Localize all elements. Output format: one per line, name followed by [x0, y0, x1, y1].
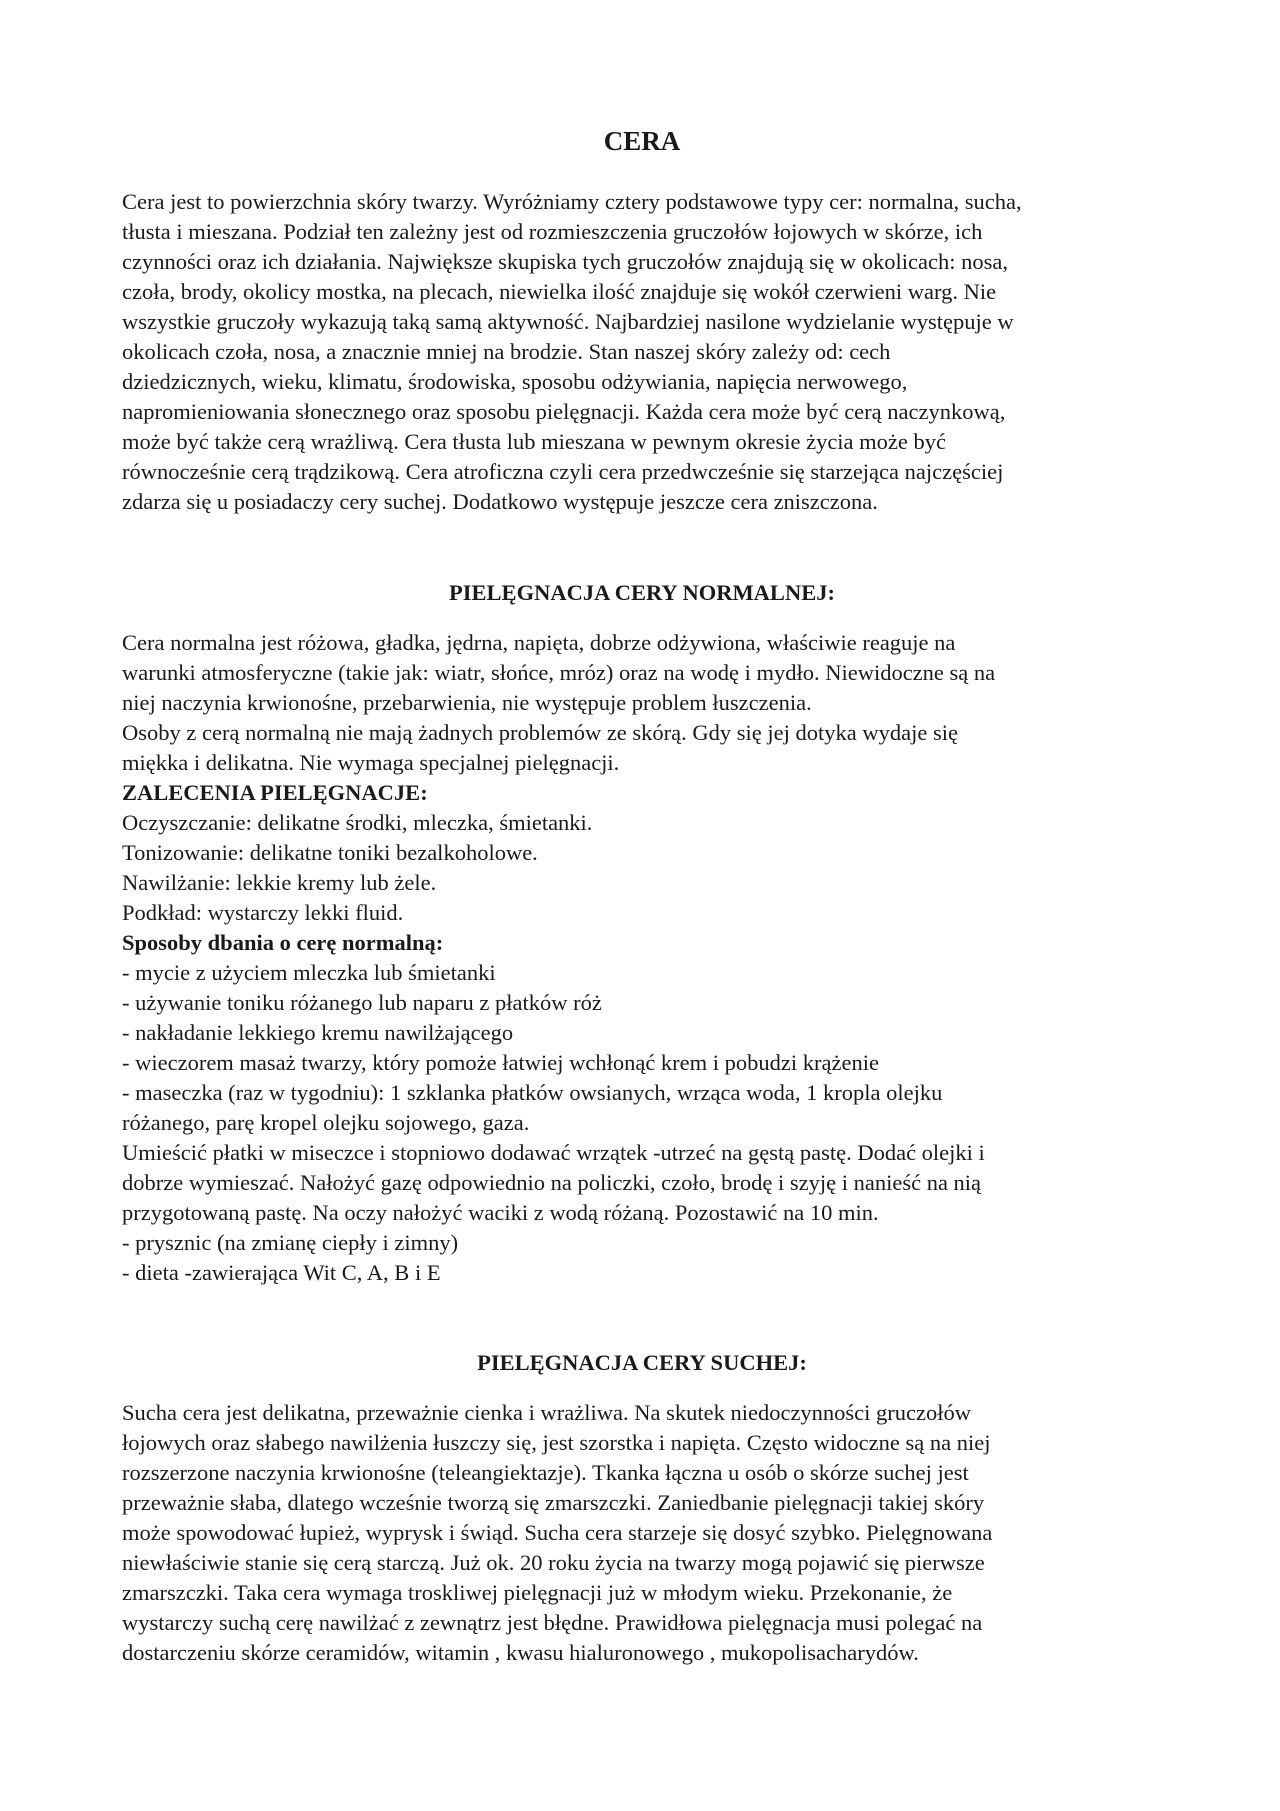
intro-line: czoła, brody, okolicy mostka, na plecach, niewielka ilość znajduje się wokół czerwieni warg. Nie: [122, 279, 997, 304]
intro-line: okolicach czoła, nosa, a znacznie mniej na brodzie. Stan naszej skóry zależy od: cech: [122, 339, 891, 364]
method-item: dobrze wymieszać. Nałożyć gazę odpowiednio na policzki, czoło, brodę i szyję i nanieść na nią: [122, 1170, 982, 1195]
method-item: różanego, parę kropel olejku sojowego, gaza.: [122, 1110, 530, 1135]
intro-line: wszystkie gruczoły wykazują taką samą aktywność. Najbardziej nasilone wydzielanie występuje w: [122, 309, 1014, 334]
recommendation-item: Tonizowanie: delikatne toniki bezalkoholowe.: [122, 840, 538, 865]
intro-line: Cera jest to powierzchnia skóry twarzy. Wyróżniamy cztery podstawowe typy cer: normalna, sucha,: [122, 189, 1022, 214]
page-title: CERA: [603, 126, 681, 156]
normal-description-line: miękka i delikatna. Nie wymaga specjalnej pielęgnacji.: [122, 750, 620, 775]
dry-line: przeważnie słaba, dlatego wcześnie tworzą się zmarszczki. Zaniedbanie pielęgnacji takiej skóry: [122, 1490, 985, 1515]
dry-line: może spowodować łupież, wyprysk i świąd. Sucha cera starzeje się dosyć szybko. Pielęgnowana: [122, 1520, 993, 1545]
intro-line: czynności oraz ich działania. Największe skupiska tych gruczołów znajdują się w okolicach: nosa,: [122, 249, 1008, 274]
intro-line: równocześnie cerą trądzikową. Cera atroficzna czyli cera przedwcześnie się starzejąca najczęściej: [122, 459, 1004, 484]
recommendations-heading: ZALECENIA PIELĘGNACJE:: [122, 780, 428, 805]
intro-line: tłusta i mieszana. Podział ten zależny jest od rozmieszczenia gruczołów łojowych w skórze, ich: [122, 219, 983, 244]
method-item: - wieczorem masaż twarzy, który pomoże łatwiej wchłonąć krem i pobudzi krążenie: [122, 1050, 879, 1075]
recommendation-item: Oczyszczanie: delikatne środki, mleczka, śmietanki.: [122, 810, 593, 835]
dry-line: rozszerzone naczynia krwionośne (teleangiektazje). Tkanka łączna u osób o skórze suchej jest: [122, 1460, 969, 1485]
normal-description-line: Osoby z cerą normalną nie mają żadnych problemów ze skórą. Gdy się jej dotyka wydaje się: [122, 720, 958, 745]
normal-description-line: warunki atmosferyczne (takie jak: wiatr, słońce, mróz) oraz na wodę i mydło. Niewidoczne są na: [122, 660, 996, 685]
methods-heading: Sposoby dbania o cerę normalną:: [122, 930, 444, 955]
method-item: - mycie z użyciem mleczka lub śmietanki: [122, 960, 496, 985]
section-heading-normal: PIELĘGNACJA CERY NORMALNEJ:: [449, 580, 835, 605]
dry-line: zmarszczki. Taka cera wymaga troskliwej pielęgnacji już w młodym wieku. Przekonanie, że: [122, 1580, 953, 1605]
dry-line: wystarczy suchą cerę nawilżać z zewnątrz jest błędne. Prawidłowa pielęgnacja musi polegać na: [122, 1610, 983, 1635]
method-item: przygotowaną pastę. Na oczy nałożyć waciki z wodą różaną. Pozostawić na 10 min.: [122, 1200, 879, 1225]
dry-line: Sucha cera jest delikatna, przeważnie cienka i wrażliwa. Na skutek niedoczynności gruczołów: [122, 1400, 972, 1425]
dry-line: łojowych oraz słabego nawilżenia łuszczy się, jest szorstka i napięta. Często widoczne są na niej: [122, 1430, 991, 1455]
intro-line: napromieniowania słonecznego oraz sposobu pielęgnacji. Każda cera może być cerą naczynkową,: [122, 399, 1006, 424]
normal-description-line: niej naczynia krwionośne, przebarwienia, nie występuje problem łuszczenia.: [122, 690, 812, 715]
normal-section: [122, 628, 1162, 1288]
intro-paragraph: [122, 187, 1162, 517]
method-item: - nakładanie lekkiego kremu nawilżającego: [122, 1020, 514, 1045]
intro-line: dziedzicznych, wieku, klimatu, środowiska, sposobu odżywiania, napięcia nerwowego,: [122, 369, 908, 394]
method-item: Umieścić płatki w miseczce i stopniowo dodawać wrzątek -utrzeć na gęstą pastę. Dodać olejki i: [122, 1140, 985, 1165]
intro-line: może być także cerą wrażliwą. Cera tłusta lub mieszana w pewnym okresie życia może być: [122, 429, 947, 454]
section-heading-dry: PIELĘGNACJA CERY SUCHEJ:: [477, 1350, 807, 1375]
dry-line: dostarczeniu skórze ceramidów, witamin , kwasu hialuronowego , mukopolisacharydów.: [122, 1640, 919, 1665]
dry-line: niewłaściwie stanie się cerą starczą. Już ok. 20 roku życia na twarzy mogą pojawić się pierwsze: [122, 1550, 985, 1575]
normal-description-line: Cera normalna jest różowa, gładka, jędrna, napięta, dobrze odżywiona, właściwie reaguje na: [122, 630, 956, 655]
recommendation-item: Nawilżanie: lekkie kremy lub żele.: [122, 870, 437, 895]
dry-section: [122, 1398, 1162, 1668]
method-item: - maseczka (raz w tygodniu): 1 szklanka płatków owsianych, wrząca woda, 1 kropla olejku: [122, 1080, 943, 1105]
method-item: - dieta -zawierająca Wit C, A, B i E: [122, 1260, 441, 1285]
intro-line: zdarza się u posiadaczy cery suchej. Dodatkowo występuje jeszcze cera zniszczona.: [122, 489, 878, 514]
method-item: - używanie toniku różanego lub naparu z płatków róż: [122, 990, 602, 1015]
method-item: - prysznic (na zmianę ciepły i zimny): [122, 1230, 459, 1255]
recommendation-item: Podkład: wystarczy lekki fluid.: [122, 900, 404, 925]
